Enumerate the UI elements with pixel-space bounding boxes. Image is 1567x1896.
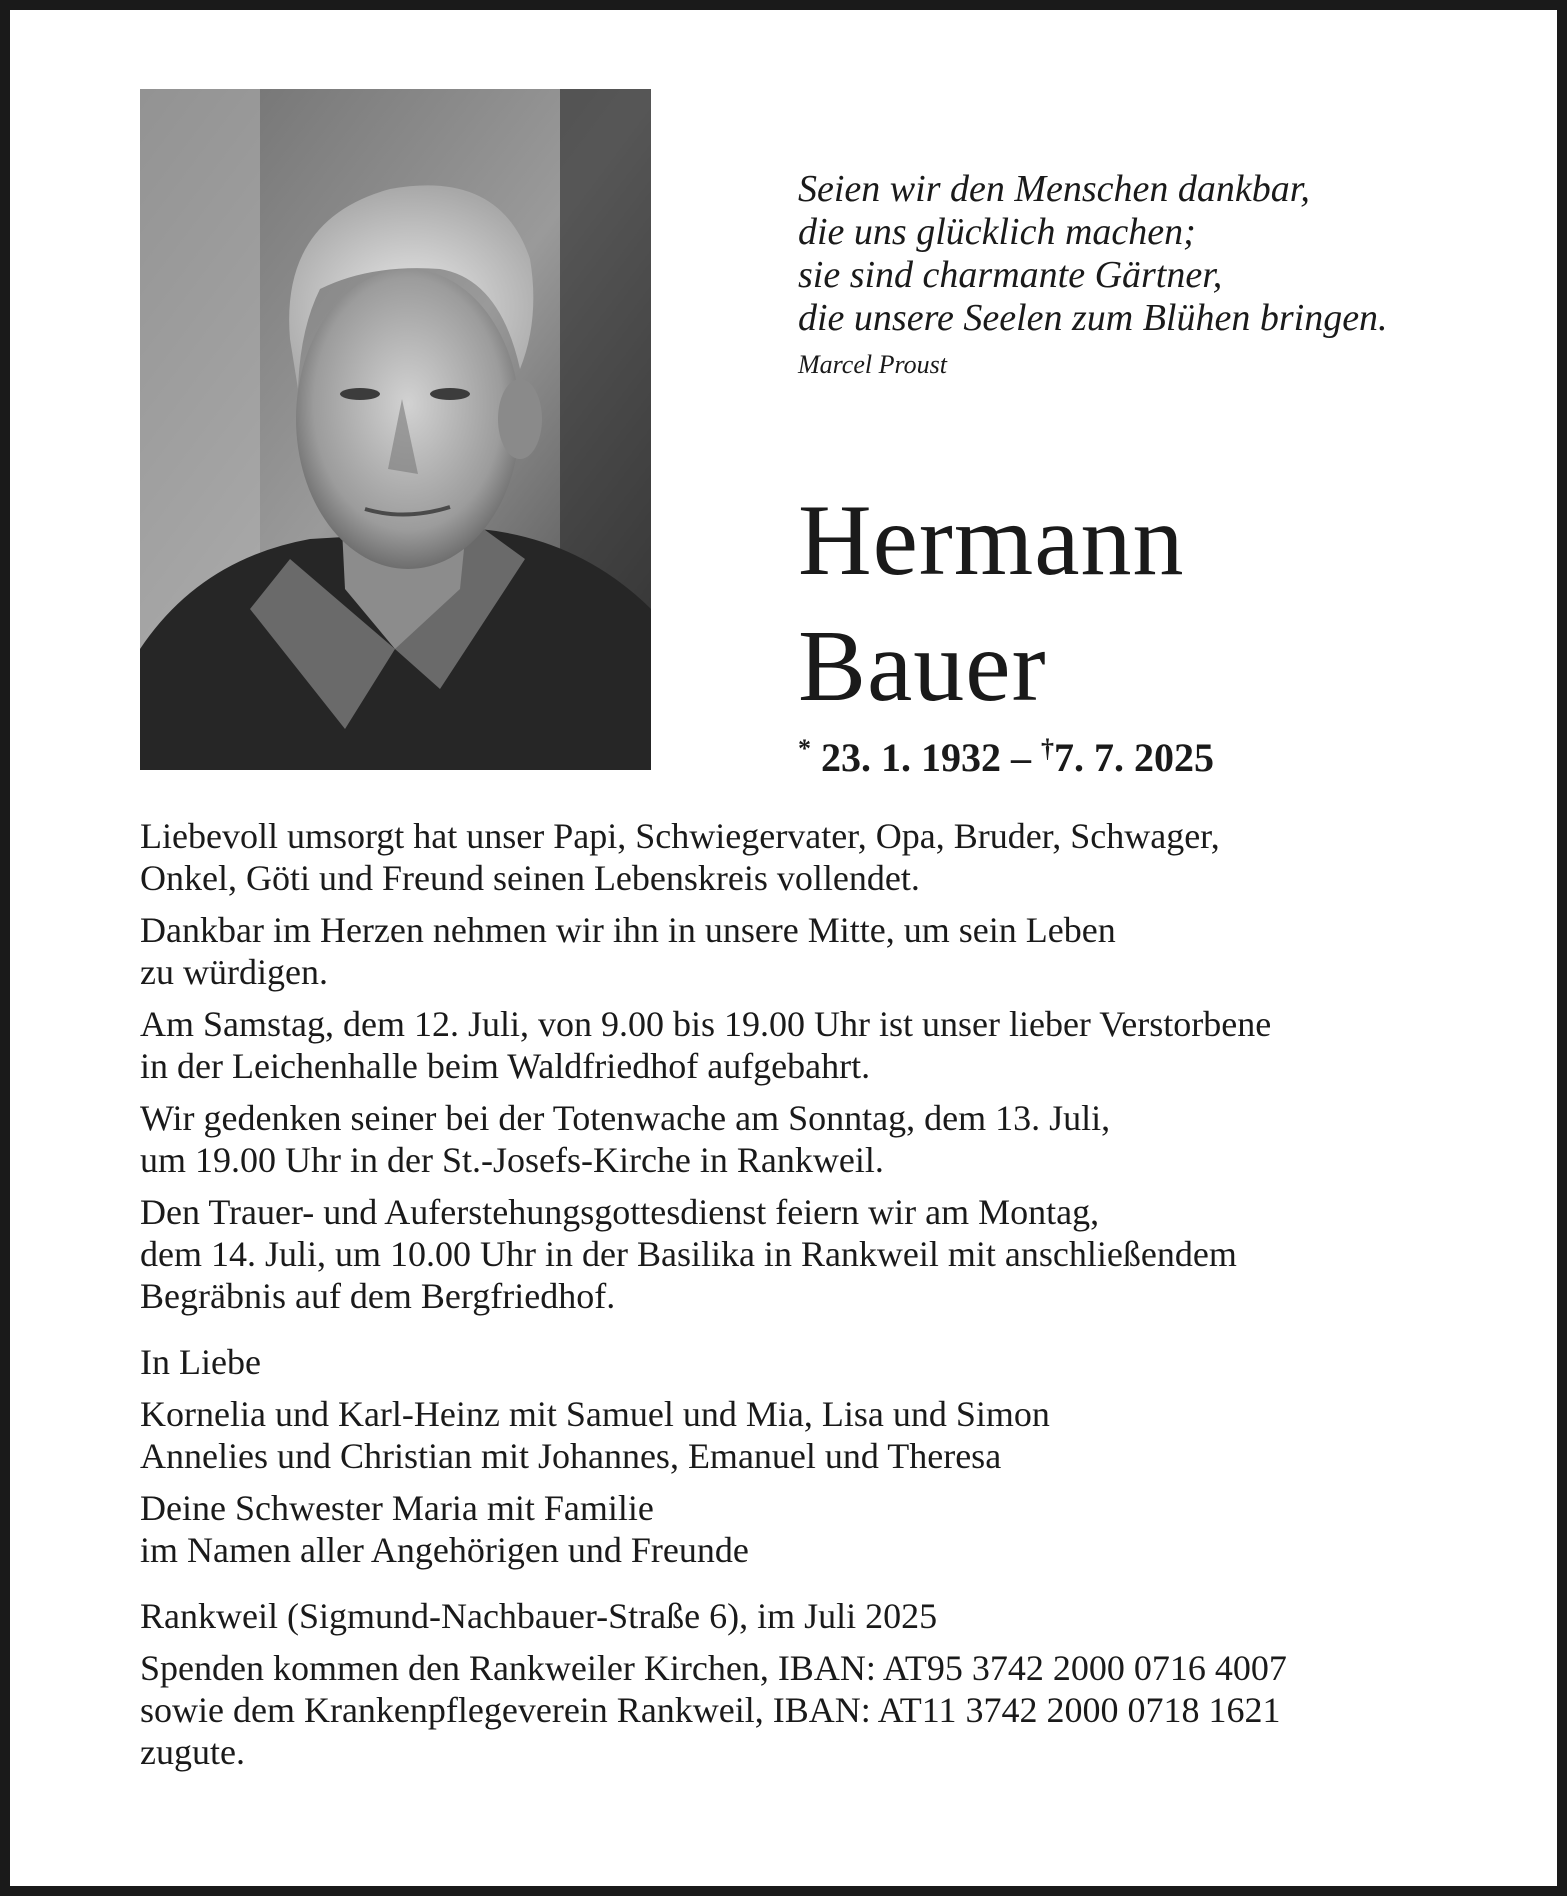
- quote: [798, 168, 1498, 340]
- text-line: Liebevoll umsorgt hat unser Papi, Schwiegervater, Opa, Bruder, Schwager,: [140, 816, 1220, 856]
- text-line: in der Leichenhalle beim Waldfriedhof aufgebahrt.: [140, 1046, 871, 1086]
- text-line: um 19.00 Uhr in der St.-Josefs-Kirche in Rankweil.: [140, 1140, 884, 1180]
- quote-line: Seien wir den Menschen dankbar,: [798, 168, 1310, 210]
- quote-author: Marcel Proust: [798, 350, 947, 379]
- text-line: im Namen aller Angehörigen und Freunde: [140, 1530, 749, 1570]
- announcement-paragraph: [140, 1097, 1460, 1181]
- text-line: Onkel, Göti und Freund seinen Lebenskreis vollendet.: [140, 858, 920, 898]
- text-line: dem 14. Juli, um 10.00 Uhr in der Basilika in Rankweil mit anschließendem: [140, 1234, 1237, 1274]
- text-line: In Liebe: [140, 1342, 261, 1382]
- mourners-group: [140, 1487, 1460, 1571]
- text-line: Kornelia und Karl-Heinz mit Samuel und Mia, Lisa und Simon: [140, 1394, 1050, 1434]
- text-line: Begräbnis auf dem Bergfriedhof.: [140, 1276, 616, 1316]
- text-line: Dankbar im Herzen nehmen wir ihn in unsere Mitte, um sein Leben: [140, 910, 1116, 950]
- date-separator: –: [1011, 735, 1031, 780]
- donations: [140, 1647, 1460, 1773]
- text-line: zugute.: [140, 1732, 245, 1772]
- text-line: Den Trauer- und Auferstehungsgottesdienst feiern wir am Montag,: [140, 1192, 1100, 1232]
- mourners-intro: [140, 1341, 1460, 1383]
- portrait-photo: [140, 89, 651, 770]
- announcement-body: [140, 815, 1460, 1783]
- text-line: zu würdigen.: [140, 952, 328, 992]
- text-line: Rankweil (Sigmund-Nachbauer-Straße 6), im Juli 2025: [140, 1596, 938, 1636]
- death-date: 7. 7. 2025: [1054, 735, 1214, 780]
- announcement-paragraph: [140, 909, 1460, 993]
- announcement-paragraph: [140, 1003, 1460, 1087]
- text-line: Am Samstag, dem 12. Juli, von 9.00 bis 19.00 Uhr ist unser lieber Verstorbene: [140, 1004, 1272, 1044]
- place-date: [140, 1595, 1460, 1637]
- quote-line: die unsere Seelen zum Blühen bringen.: [798, 297, 1388, 339]
- announcement-paragraph: [140, 815, 1460, 899]
- portrait-image: [140, 89, 651, 770]
- text-line: Deine Schwester Maria mit Familie: [140, 1488, 654, 1528]
- quote-line: sie sind charmante Gärtner,: [798, 254, 1223, 296]
- deceased-name: [798, 478, 1185, 730]
- text-line: sowie dem Krankenpflegeverein Rankweil, IBAN: AT11 3742 2000 0718 1621: [140, 1690, 1281, 1730]
- mourners-group: [140, 1393, 1460, 1477]
- text-line: Spenden kommen den Rankweiler Kirchen, IBAN: AT95 3742 2000 0716 4007: [140, 1648, 1287, 1688]
- birth-symbol: *: [798, 734, 811, 763]
- quote-line: die uns glücklich machen;: [798, 211, 1196, 253]
- text-line: Annelies und Christian mit Johannes, Emanuel und Theresa: [140, 1436, 1002, 1476]
- birth-date: 23. 1. 1932: [821, 735, 1001, 780]
- announcement-paragraph: [140, 1191, 1460, 1317]
- last-name: Bauer: [798, 610, 1047, 723]
- life-dates: [798, 725, 1214, 782]
- death-symbol: †: [1041, 734, 1054, 763]
- text-line: Wir gedenken seiner bei der Totenwache am Sonntag, dem 13. Juli,: [140, 1098, 1111, 1138]
- first-name: Hermann: [798, 484, 1185, 597]
